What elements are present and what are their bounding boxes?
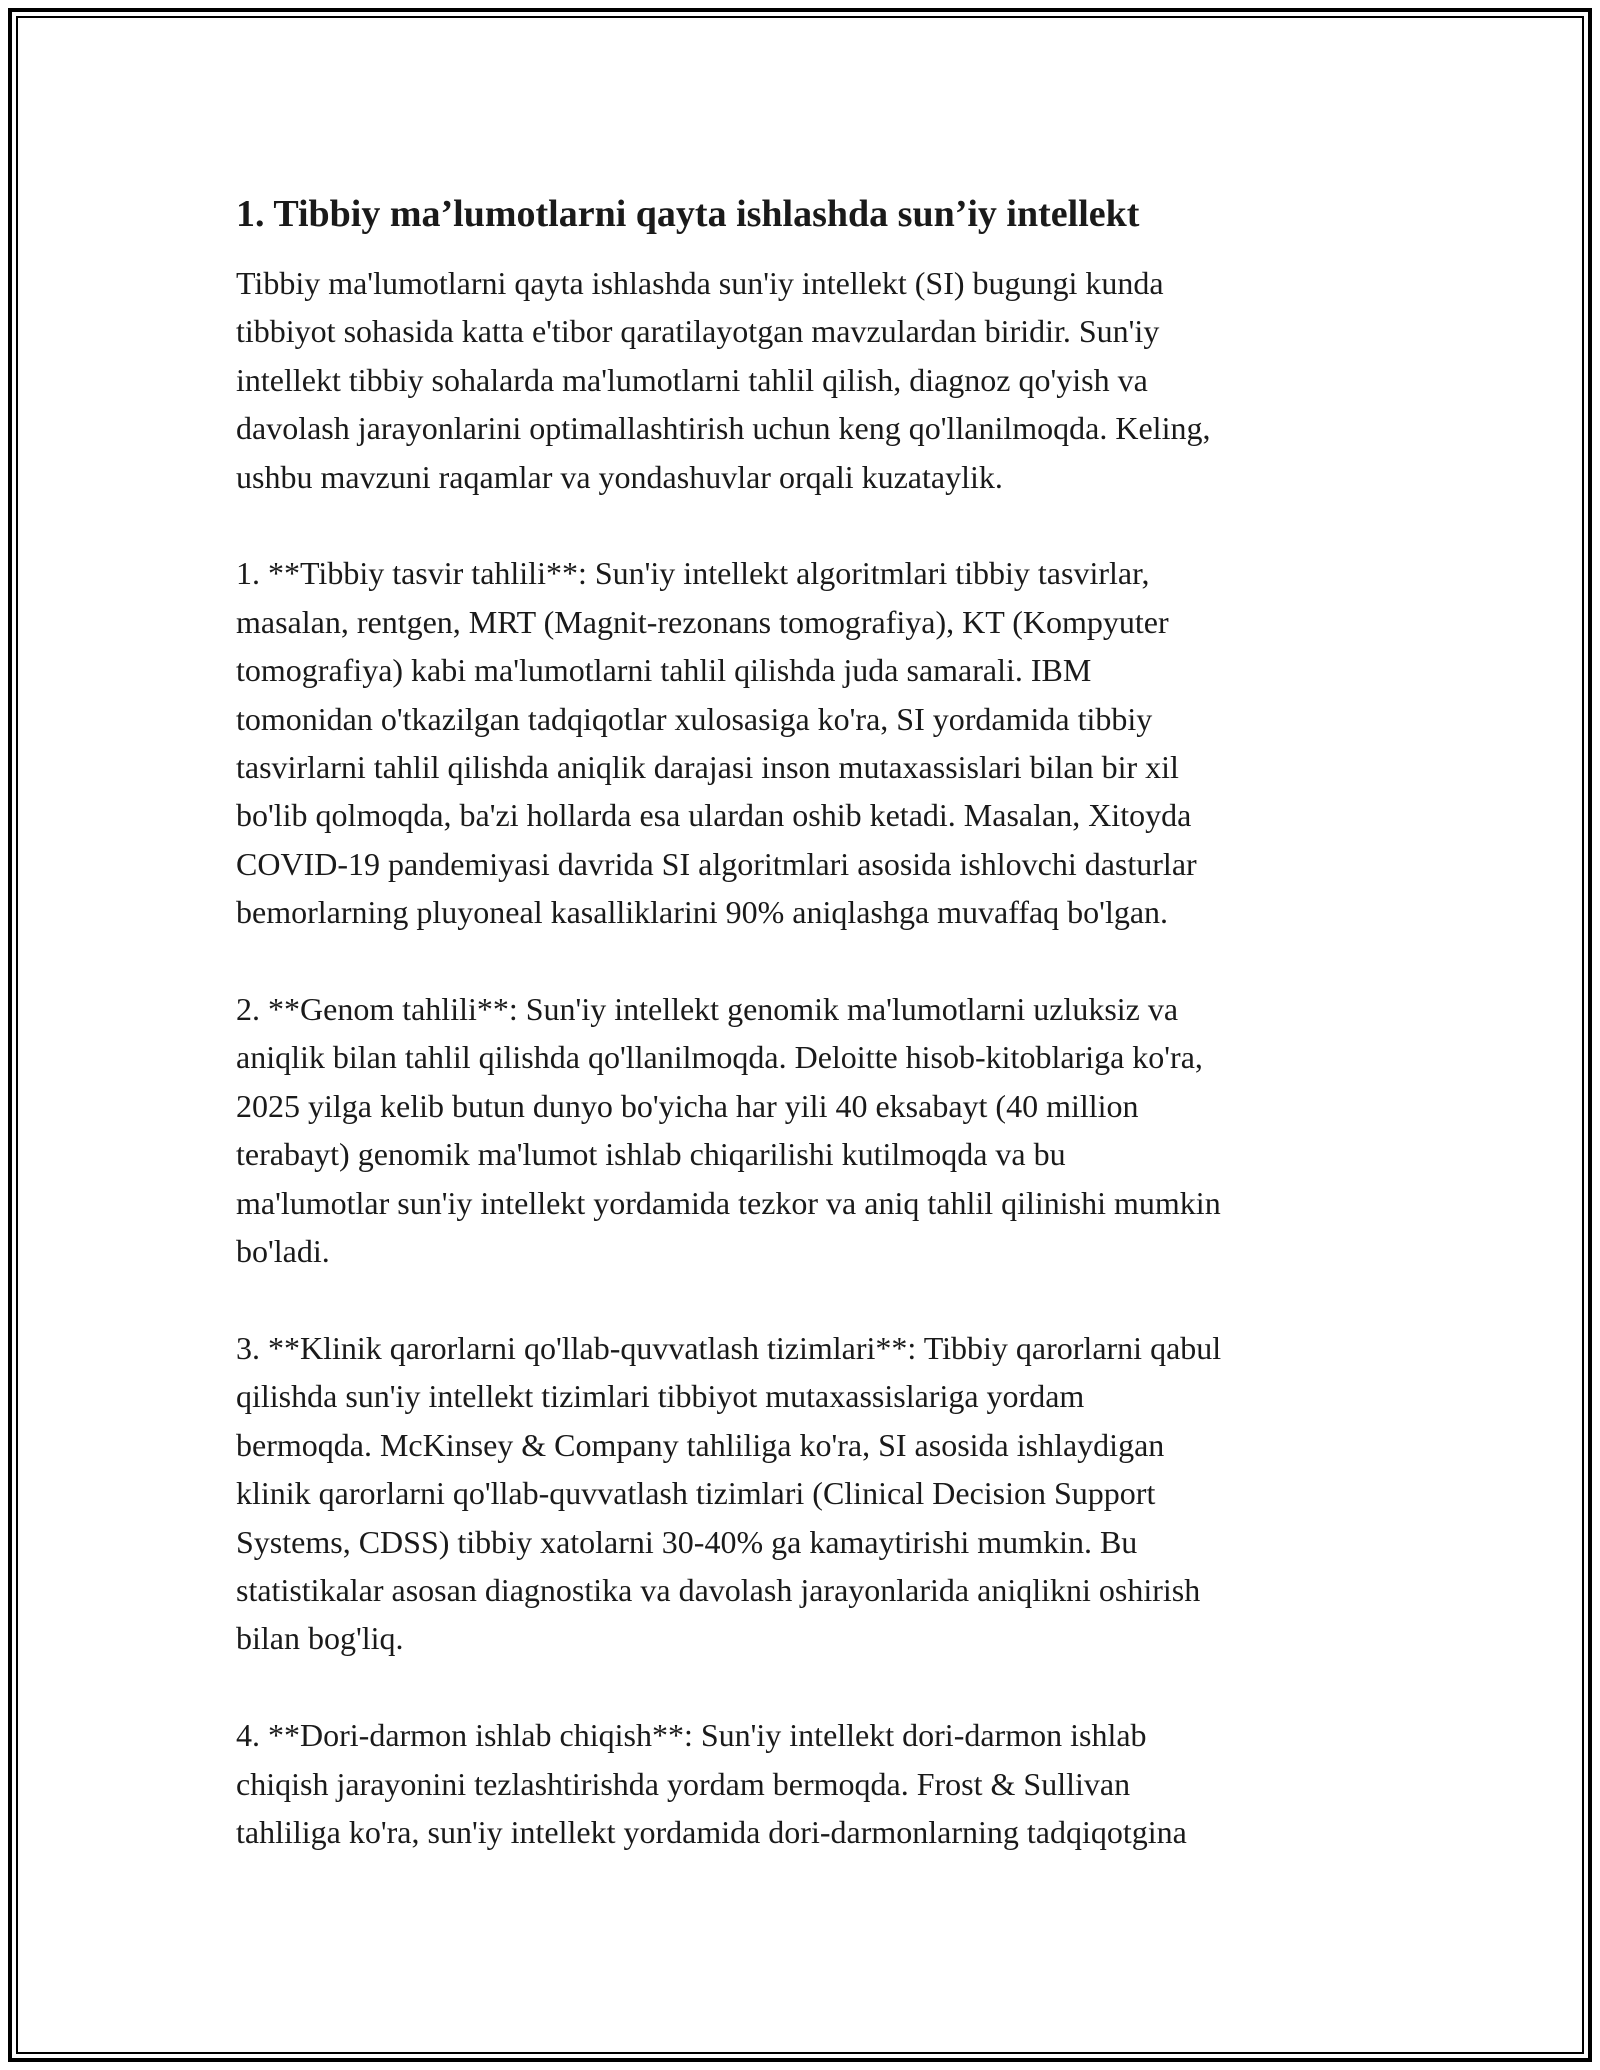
paragraph-line: tibbiyot sohasida katta e'tibor qaratilayotgan mavzulardan biridir. Sun'iy <box>236 313 1160 350</box>
paragraph-line: bemorlarning pluyoneal kasalliklarini 90% aniqlashga muvaffaq bo'lgan. <box>236 894 1169 931</box>
document-page <box>236 183 1376 1856</box>
paragraph-line: statistikalar asosan diagnostika va davolash jarayonlarida aniqlikni oshirish <box>236 1571 1201 1608</box>
paragraph-gap <box>236 1663 1376 1711</box>
paragraph-line: bo'lib qolmoqda, ba'zi hollarda esa ulardan oshib ketadi. Masalan, Xitoyda <box>236 797 1192 834</box>
paragraph-line: terabayt) genomik ma'lumot ishlab chiqarilishi kutilmoqda va bu <box>236 1136 1066 1173</box>
paragraph-line: qilishda sun'iy intellekt tizimlari tibbiyot mutaxassislariga yordam <box>236 1378 1085 1415</box>
paragraph-line: 1. **Tibbiy tasvir tahlili**: Sun'iy intellekt algoritmlari tibbiy tasvirlar, <box>236 555 1150 592</box>
paragraph-line: klinik qarorlarni qo'llab-quvvatlash tizimlari (Clinical Decision Support <box>236 1475 1156 1512</box>
paragraph-line: aniqlik bilan tahlil qilishda qo'llanilmoqda. Deloitte hisob-kitoblariga ko'ra, <box>236 1039 1203 1076</box>
document-title: 1. Tibbiy ma’lumotlarni qayta ishlashda sun’iy intellekt <box>236 193 1140 235</box>
paragraph-line: masalan, rentgen, MRT (Magnit-rezonans tomografiya), KT (Kompyuter <box>236 603 1169 640</box>
paragraph-line: ma'lumotlar sun'iy intellekt yordamida tezkor va aniq tahlil qilinishi mumkin <box>236 1184 1221 1221</box>
paragraph-line: Tibbiy ma'lumotlarni qayta ishlashda sun'iy intellekt (SI) bugungi kunda <box>236 265 1164 301</box>
paragraph-line: tomonidan o'tkazilgan tadqiqotlar xulosasiga ko'ra, SI yordamida tibbiy <box>236 700 1153 737</box>
paragraph-gap <box>236 501 1376 549</box>
paragraph-line: tomografiya) kabi ma'lumotlarni tahlil qilishda juda samarali. IBM <box>236 652 1092 689</box>
clinical-decision-paragraph <box>236 1324 1376 1663</box>
paragraph-line: Systems, CDSS) tibbiy xatolarni 30-40% ga kamaytirishi mumkin. Bu <box>236 1523 1138 1560</box>
paragraph-line: 4. **Dori-darmon ishlab chiqish**: Sun'iy intellekt dori-darmon ishlab <box>236 1717 1147 1754</box>
paragraph-gap <box>236 937 1376 985</box>
paragraph-line: chiqish jarayonini tezlashtirishda yordam bermoqda. Frost & Sullivan <box>236 1765 1131 1802</box>
paragraph-line: bo'ladi. <box>236 1233 330 1270</box>
paragraph-line: davolash jarayonlarini optimallashtirish uchun keng qo'llanilmoqda. Keling, <box>236 410 1211 447</box>
intro-paragraph <box>236 259 1376 501</box>
paragraph-line: COVID-19 pandemiyasi davrida SI algoritmlari asosida ishlovchi dasturlar <box>236 845 1197 882</box>
paragraph-line: 2025 yilga kelib butun dunyo bo'yicha har yili 40 eksabayt (40 million <box>236 1087 1139 1124</box>
paragraph-line: ushbu mavzuni raqamlar va yondashuvlar orqali kuzataylik. <box>236 458 1003 495</box>
paragraph-line: tahliliga ko'ra, sun'iy intellekt yordamida dori-darmonlarning tadqiqotgina <box>236 1813 1187 1850</box>
paragraph-line: intellekt tibbiy sohalarda ma'lumotlarni tahlil qilish, diagnoz qo'yish va <box>236 361 1148 398</box>
paragraph-line: tasvirlarni tahlil qilishda aniqlik darajasi inson mutaxassislari bilan bir xil <box>236 749 1179 786</box>
paragraph-line: 2. **Genom tahlili**: Sun'iy intellekt genomik ma'lumotlarni uzluksiz va <box>236 991 1179 1028</box>
genome-analysis-paragraph <box>236 985 1376 1275</box>
drug-development-paragraph <box>236 1711 1376 1856</box>
paragraph-line: 3. **Klinik qarorlarni qo'llab-quvvatlash tizimlari**: Tibbiy qarorlarni qabul <box>236 1329 1222 1366</box>
paragraph-line: bilan bog'liq. <box>236 1620 404 1657</box>
image-analysis-paragraph <box>236 549 1376 936</box>
paragraph-line: bermoqda. McKinsey & Company tahliliga ko'ra, SI asosida ishlaydigan <box>236 1426 1165 1463</box>
paragraph-gap <box>236 1276 1376 1324</box>
